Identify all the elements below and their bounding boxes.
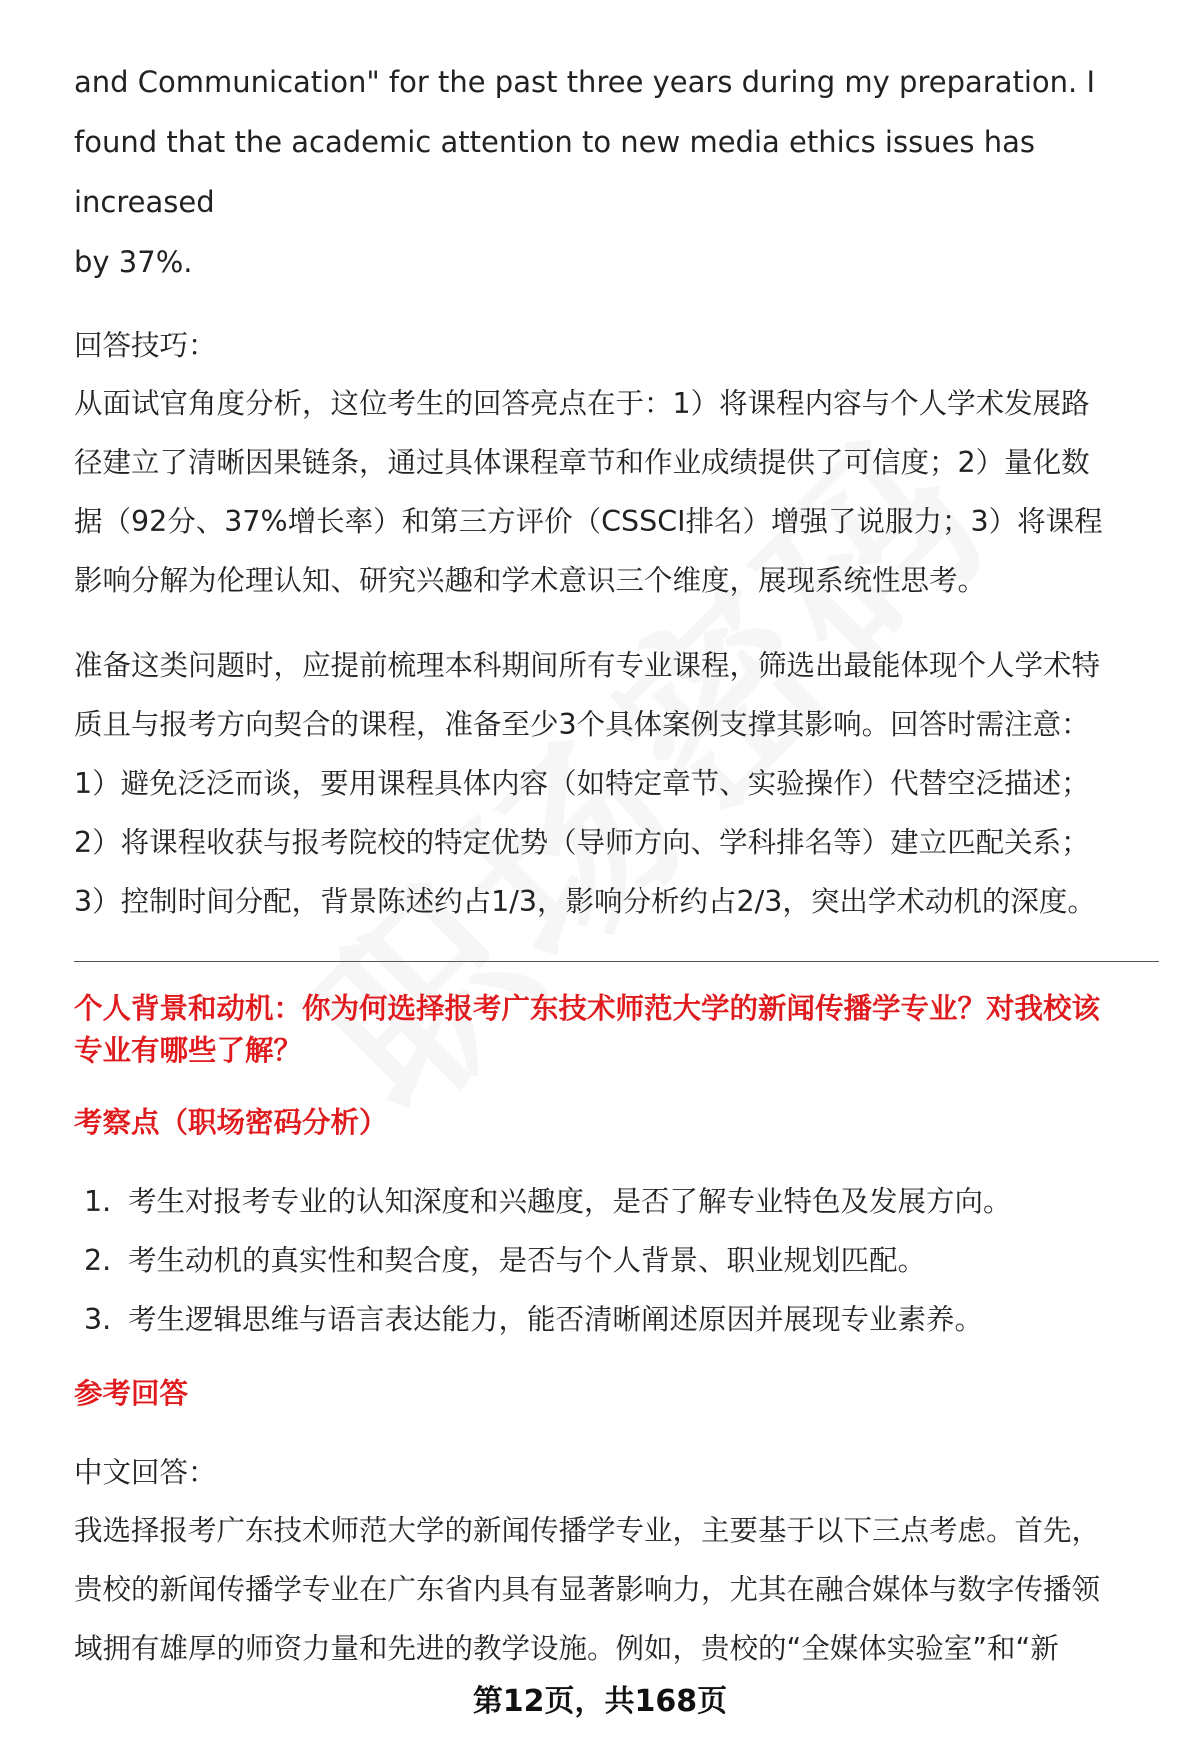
list-number: 2. (84, 1244, 112, 1277)
tips-line: 从面试官角度分析，这位考生的回答亮点在于：1）将课程内容与个人学术发展路 (74, 387, 1090, 420)
list-text: 考生对报考专业的认知深度和兴趣度，是否了解专业特色及发展方向。 (128, 1185, 1012, 1218)
tips-line: 3）控制时间分配，背景陈述约占1/3，影响分析约占2/3，突出学术动机的深度。 (74, 885, 1096, 918)
tips-paragraph-2 (74, 636, 1159, 931)
list-item (74, 1290, 1159, 1349)
intro-paragraph (74, 52, 1159, 292)
page-content (74, 52, 1159, 1678)
reference-line: 域拥有雄厚的师资力量和先进的教学设施。例如，贵校的“全媒体实验室”和“新 (74, 1632, 1059, 1665)
assessment-heading: 考察点（职场密码分析） (74, 1106, 388, 1139)
tips-line: 准备这类问题时，应提前梳理本科期间所有专业课程，筛选出最能体现个人学术特 (74, 649, 1101, 682)
reference-label: 中文回答： (74, 1456, 217, 1489)
list-text: 考生动机的真实性和契合度，是否与个人背景、职业规划匹配。 (128, 1244, 927, 1277)
reference-line: 我选择报考广东技术师范大学的新闻传播学专业，主要基于以下三点考虑。首先， (74, 1514, 1101, 1547)
tips-line: 影响分解为伦理认知、研究兴趣和学术意识三个维度，展现系统性思考。 (74, 564, 987, 597)
tips-line: 2）将课程收获与报考院校的特定优势（导师方向、学科排名等）建立匹配关系； (74, 826, 1090, 859)
page-number: 第12页，共168页 (472, 1684, 728, 1719)
intro-line: and Communication" for the past three years during my preparation. I (74, 65, 1096, 99)
assessment-list (74, 1172, 1159, 1349)
tips-paragraph-1 (74, 374, 1159, 610)
intro-line: found that the academic attention to new media ethics issues has increased (74, 125, 1036, 219)
reference-paragraph (74, 1501, 1159, 1678)
intro-line: by 37%. (74, 245, 193, 279)
question-line: 专业有哪些了解？ (74, 1034, 303, 1067)
list-text: 考生逻辑思维与语言表达能力，能否清晰阐述原因并展现专业素养。 (128, 1303, 984, 1336)
tips-line: 径建立了清晰因果链条，通过具体课程章节和作业成绩提供了可信度；2）量化数 (74, 446, 1090, 479)
tips-line: 1）避免泛泛而谈，要用课程具体内容（如特定章节、实验操作）代替空泛描述； (74, 767, 1090, 800)
reference-line: 贵校的新闻传播学专业在广东省内具有显著影响力，尤其在融合媒体与数字传播领 (74, 1573, 1101, 1606)
reference-heading: 参考回答 (74, 1377, 189, 1410)
tips-line: 据（92分、37%增长率）和第三方评价（CSSCI排名）增强了说服力；3）将课程 (74, 505, 1103, 538)
list-number: 3. (84, 1303, 112, 1336)
question-heading (74, 988, 1159, 1072)
list-item (74, 1231, 1159, 1290)
tips-label: 回答技巧： (74, 329, 217, 362)
list-number: 1. (84, 1185, 112, 1218)
list-item (74, 1172, 1159, 1231)
question-line: 个人背景和动机：你为何选择报考广东技术师范大学的新闻传播学专业？对我校该 (74, 992, 1101, 1025)
tips-line: 质且与报考方向契合的课程，准备至少3个具体案例支撑其影响。回答时需注意： (74, 708, 1090, 741)
